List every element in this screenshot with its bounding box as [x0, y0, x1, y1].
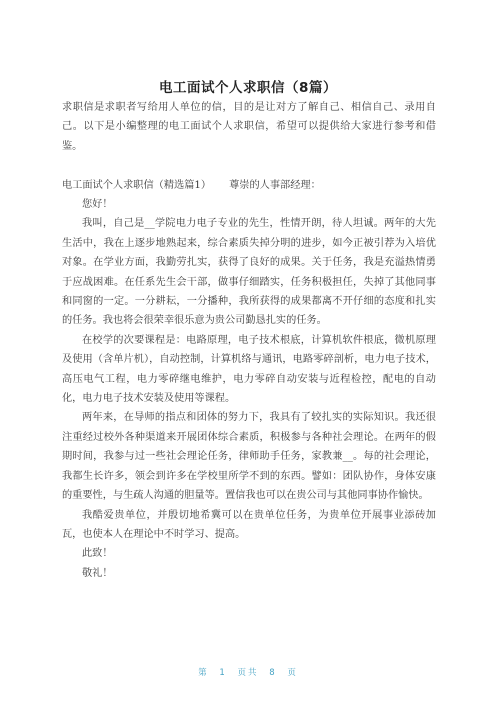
document-title: 电工面试个人求职信（8篇）: [159, 80, 337, 96]
section-heading: 电工面试个人求职信（精选篇1）: [62, 179, 212, 191]
letter-heading-line: [62, 176, 436, 195]
closing-line-1: 此致！: [82, 548, 113, 560]
greeting: 您好！: [82, 199, 113, 211]
page-footer: [0, 666, 496, 678]
footer-total-pages: 8: [269, 668, 277, 678]
body-paragraph-1: 我叫，自己是__学院电力电子专业的先生，性情开朗，待人坦诚。两年的大先生活中，我在上逐步地熟起来，综合素质失掉分明的进步，如今正被引荐为入培优对象。在学业方面，我勤劳扎实，获得了良好的成果。关于任务，我是充溢热情勇于应战困难。在任系先生会干部，做事仔细踏实，任务积极担任，失掉了其他同事和同窗的一定。一分耕耘，一分播种，我所获得的成果都离不开仔细的态度和扎实的任务。我也将会很荣幸很乐意为贵公司勤恳扎实的任务。: [62, 218, 436, 327]
footer-prefix: 第: [198, 668, 209, 678]
salutation: 尊崇的人事部经理：: [229, 179, 321, 191]
intro-paragraph: 求职信是求职者写给用人单位的信，目的是让对方了解自己、相信自己、录用自己。以下是小编整理的电工面试个人求职信，希望可以提供给大家进行参考和借鉴。: [62, 102, 436, 152]
footer-current-page: 1: [219, 668, 227, 678]
body-paragraph-2: 在校学的次要课程是：电路原理，电子技术根底，计算机软件根底，微机原理及使用（含单片机），自动控制，计算机络与通讯，电路零碎剖析，电力电子技术，高压电气工程，电力零碎继电维护，电力零碎自动安装与近程检控，配电的自动化，电力电子技术安装及使用等课程。: [62, 334, 436, 405]
footer-suffix: 页: [287, 668, 298, 678]
paragraph-gap: [62, 156, 436, 175]
body-paragraph-4: 我酷爱贵单位，并殷切地希冀可以在贵单位任务，为贵单位开展事业添砖加瓦，也使本人在理论中不时学习、提高。: [62, 509, 436, 540]
closing-line-2: 敬礼！: [82, 567, 113, 579]
document-body: [62, 98, 436, 583]
footer-mid: 页共: [237, 668, 259, 678]
body-paragraph-3: 两年来，在导师的指点和团体的努力下，我具有了较扎实的实际知识。我还很注重经过校外各种渠道来开展团体综合素质，积极参与各种社会理论。在两年的假期时间，我参与过一些社会理论任务，律师助手任务，家教兼__。每的社会理论，我都生长许多，领会到许多在学校里所学不到的东西。譬如：团队协作，身体安康的重要性，与生疏人沟通的胆量等。置信我也可以在贵公司与其他同事协作愉快。: [62, 412, 436, 502]
